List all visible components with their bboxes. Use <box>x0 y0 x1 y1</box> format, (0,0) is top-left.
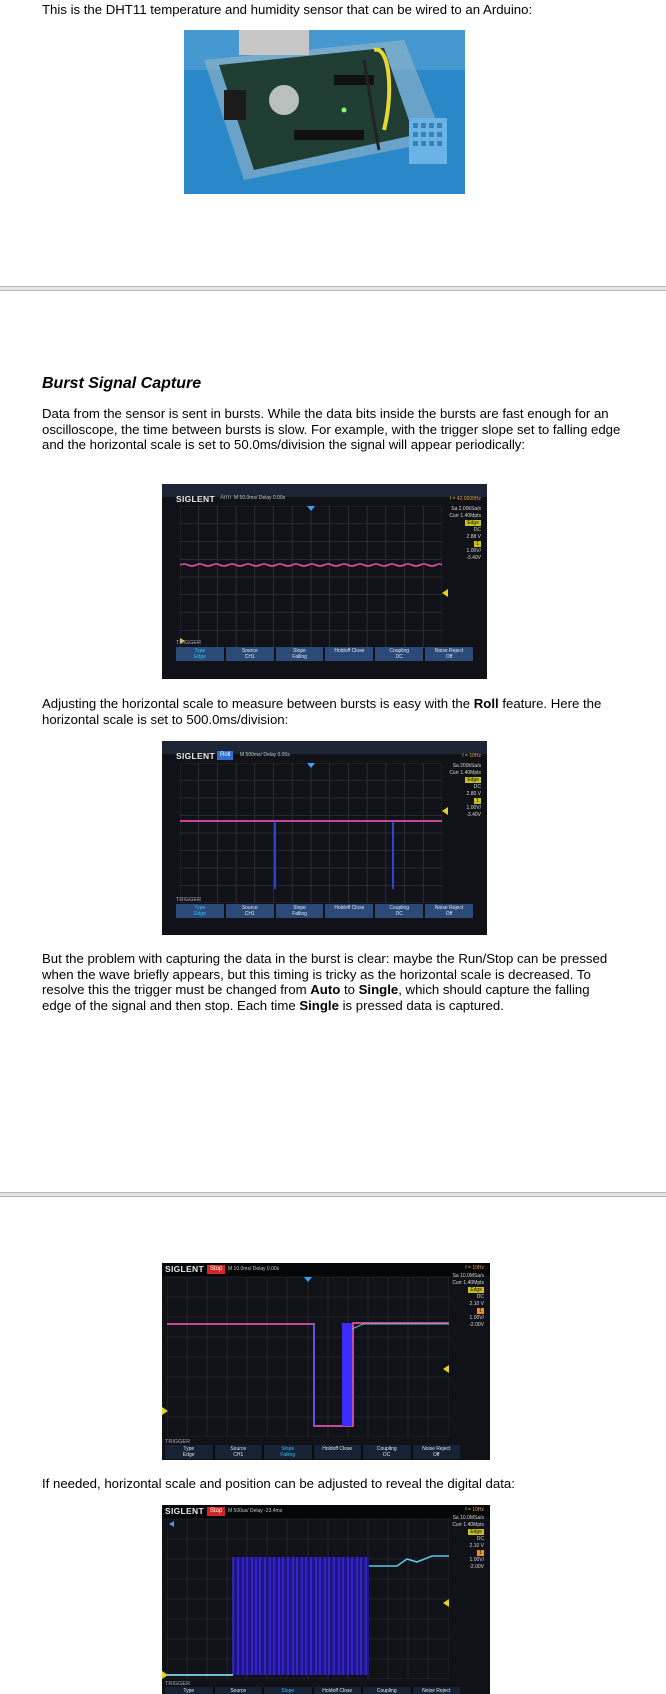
menu-noise-reject: Noise Reject Off <box>413 1445 461 1459</box>
menu-noise-reject: Noise Reject Off <box>425 904 473 918</box>
paragraph-single-trigger: But the problem with capturing the data in the burst is clear: maybe the Run/Stop can be pressed when the wave briefly appears, but this timing is tricky as the horizontal scale is decreased. To resolve this the trigger must be changed from Auto to Single, which should capture the falling edge of the signal and then stop. Each time Single is pressed data is captured. <box>42 951 608 1013</box>
menu-type: Type Edge <box>176 904 224 918</box>
scope-frequency: f = 10Hz <box>462 753 481 759</box>
menu-holdoff: Holdoff Close <box>314 1687 362 1694</box>
scope-mode: Stop <box>207 1265 225 1274</box>
menu-source: Source CH1 <box>226 904 274 918</box>
scope-mode: Stop <box>207 1507 225 1516</box>
scope-side-panel: Sa 10.0MSa/s Curr 1.40Mpts Edge DC 2.10 V 1 1.00V/ -2.00V <box>452 1273 484 1328</box>
oscilloscope-screen-500ms <box>162 741 487 935</box>
scope-timebase: M 500us/ Delay -23.4ms <box>228 1508 283 1514</box>
ground-marker <box>162 1407 170 1415</box>
oscilloscope-screen-50ms <box>162 484 487 679</box>
scope-mode: Roll <box>217 751 233 760</box>
section-divider <box>0 286 666 291</box>
section-divider <box>0 1192 666 1197</box>
menu-holdoff: Holdoff Close <box>325 647 373 661</box>
menu-slope: Slope <box>264 1687 312 1694</box>
paragraph-roll: Adjusting the horizontal scale to measure between bursts is easy with the Roll feature. Here the horizontal scale is set to 500.0ms/division: <box>42 696 602 727</box>
menu-type: Type Edge <box>165 1445 213 1459</box>
scope-brand: SIGLENT <box>165 1264 204 1274</box>
menu-slope: Slope Falling <box>276 904 324 918</box>
scope-brand: SIGLENT <box>176 751 215 761</box>
menu-coupling: Coupling DC <box>375 647 423 661</box>
menu-slope: Slope Falling <box>276 647 324 661</box>
scope-brand: SIGLENT <box>176 494 215 504</box>
trigger-label: TRIGGER <box>176 640 202 646</box>
oscilloscope-screen-single <box>162 1263 490 1460</box>
scope-side-panel: Sa 200kSa/s Curr 1.40Mpts Edge DC 2.80 V 1 1.00V/ -3.40V <box>449 763 481 818</box>
scope-timebase: M 10.0ms/ Delay 0.00s <box>228 1266 280 1272</box>
ground-marker <box>162 1671 170 1679</box>
menu-slope: Slope Falling <box>264 1445 312 1459</box>
arduino-sensor-photo <box>184 30 465 194</box>
trigger-level-marker <box>443 1599 451 1607</box>
trigger-menu <box>176 904 473 918</box>
section-title: Burst Signal Capture <box>42 375 202 392</box>
menu-coupling: Coupling <box>363 1687 411 1694</box>
scope-side-panel: Sa 10.0MSa/s Curr 1.40Mpts Edge DC 2.10 V 1 1.00V/ -2.00V <box>452 1515 484 1570</box>
scope-side-panel: Sa 2.00kSa/s Curr 1.40Mpts Edge DC 2.88 V 1 1.00V/ -3.40V <box>449 506 481 561</box>
menu-holdoff: Holdoff Close <box>325 904 373 918</box>
menu-source: Source <box>215 1687 263 1694</box>
oscilloscope-screen-digital <box>162 1505 490 1694</box>
scope-frequency: f = 42.0000Hz <box>449 496 481 502</box>
trigger-level-marker <box>443 1365 451 1373</box>
trigger-menu <box>165 1445 460 1459</box>
menu-coupling: Coupling DC <box>375 904 423 918</box>
menu-source: Source CH1 <box>215 1445 263 1459</box>
trigger-menu <box>165 1687 460 1694</box>
paragraph-burst: Data from the sensor is sent in bursts. While the data bits inside the bursts are fast enough for an oscilloscope, the time between bursts is slow. For example, with the trigger slope set to falling edge and the horizontal scale is set to 50.0ms/division the signal will appear periodically: <box>42 406 621 452</box>
menu-noise-reject: Noise Reject <box>413 1687 461 1694</box>
waveform-grid <box>167 1277 449 1437</box>
scope-timebase: M 500ms/ Delay 0.00s <box>240 752 290 758</box>
menu-noise-reject: Noise Reject Off <box>425 647 473 661</box>
trigger-label: TRIGGER <box>165 1681 191 1687</box>
menu-holdoff: Holdoff Close <box>314 1445 362 1459</box>
menu-type: Type Edge <box>176 647 224 661</box>
trigger-menu <box>176 647 473 661</box>
trigger-label: TRIGGER <box>176 897 202 903</box>
waveform-grid <box>180 506 442 648</box>
scope-mode: Arm <box>220 495 231 501</box>
scope-brand: SIGLENT <box>165 1506 204 1516</box>
menu-coupling: Coupling DC <box>363 1445 411 1459</box>
menu-source: Source CH1 <box>226 647 274 661</box>
scope-frequency: f = 10Hz <box>465 1265 484 1271</box>
scope-frequency: f = 10Hz <box>465 1507 484 1513</box>
waveform-grid <box>180 763 442 903</box>
scope-timebase: M 50.0ms/ Delay 0.00s <box>234 495 286 501</box>
paragraph-digital-data: If needed, horizontal scale and position can be adjusted to reveal the digital data: <box>42 1476 515 1491</box>
menu-type: Type <box>165 1687 213 1694</box>
intro-text: This is the DHT11 temperature and humidity sensor that can be wired to an Arduino: <box>42 2 533 17</box>
trigger-level-marker <box>442 589 450 597</box>
trigger-label: TRIGGER <box>165 1439 191 1445</box>
waveform-grid <box>167 1519 449 1679</box>
